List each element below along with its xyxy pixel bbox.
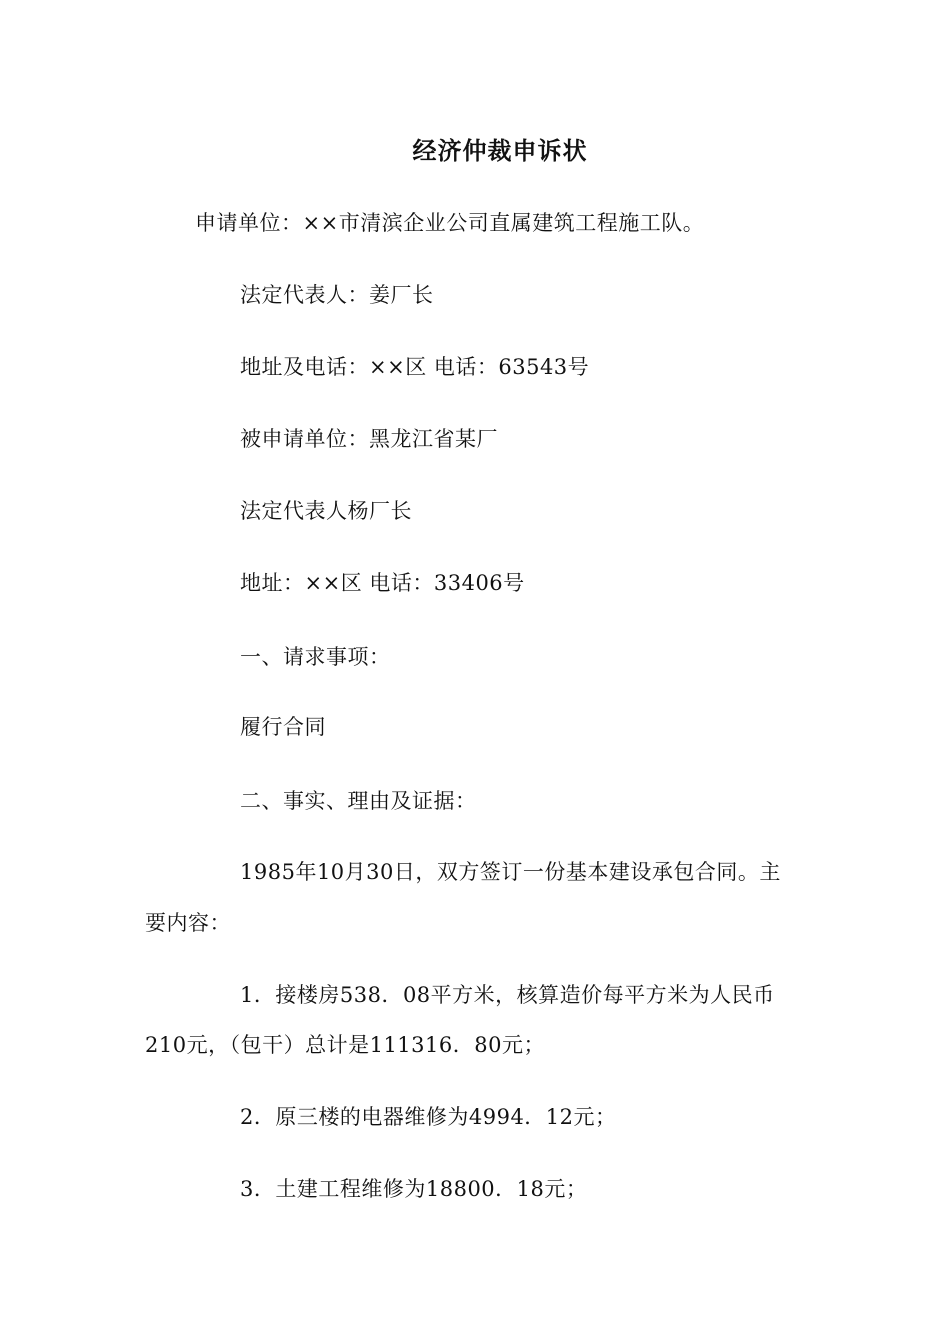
facts-paragraph-line-1: 1985年10月30日，双方签订一份基本建设承包合同。主 — [240, 860, 781, 884]
applicant-address-line: 地址及电话：××区 电话：63543号 — [240, 355, 590, 379]
respondent-address-line: 地址：××区 电话：33406号 — [240, 571, 525, 595]
document-title: 经济仲裁申诉状 — [412, 136, 588, 165]
facts-paragraph-line-2: 要内容： — [145, 911, 231, 935]
applicant-line: 申请单位：××市清滨企业公司直属建筑工程施工队。 — [195, 211, 705, 235]
section-heading-requests: 一、请求事项： — [240, 645, 391, 669]
item-1-line-2: 210元，（包干）总计是111316．80元； — [145, 1033, 545, 1057]
applicant-representative-line: 法定代表人：姜厂长 — [240, 283, 434, 307]
respondent-representative-line: 法定代表人杨厂长 — [240, 499, 412, 523]
respondent-line: 被申请单位：黑龙江省某厂 — [240, 427, 498, 451]
item-2-line: 2．原三楼的电器维修为4994．12元； — [240, 1105, 617, 1129]
section-heading-facts: 二、事实、理由及证据： — [240, 789, 477, 813]
item-3-line: 3．土建工程维修为18800．18元； — [240, 1177, 588, 1201]
item-1-line-1: 1．接楼房538．08平方米，核算造价每平方米为人民币 — [240, 983, 775, 1007]
request-item: 履行合同 — [240, 715, 326, 739]
